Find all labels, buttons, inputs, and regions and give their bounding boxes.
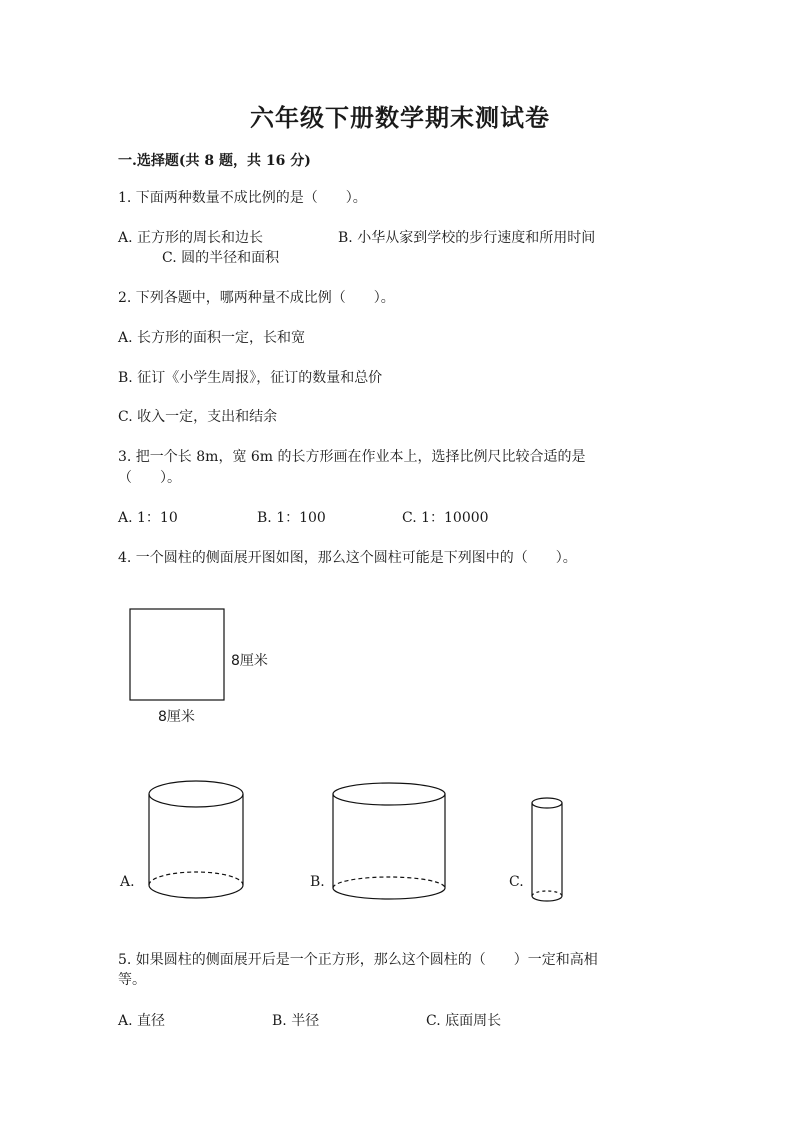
question-4-stem: 4. 一个圆柱的侧面展开图如图，那么这个圆柱可能是下列图中的（ ）。 bbox=[118, 550, 577, 566]
question-2-option-a: A. 长方形的面积一定，长和宽 bbox=[118, 330, 306, 346]
section-heading: 一.选择题(共 8 题，共 16 分) bbox=[118, 153, 311, 169]
square-bottom-label: 8厘米 bbox=[158, 709, 195, 725]
square-side-label: 8厘米 bbox=[231, 653, 268, 669]
cylinder-b-label: B. bbox=[310, 874, 325, 890]
page-title: 六年级下册数学期末测试卷 bbox=[250, 103, 550, 132]
question-2-option-c: C. 收入一定，支出和结余 bbox=[118, 409, 278, 425]
question-3-option-a: A. 1：10 bbox=[118, 510, 178, 526]
question-1-option-a: A. 正方形的周长和边长 bbox=[118, 230, 264, 246]
question-3-stem-line-2: （ ）。 bbox=[118, 470, 181, 486]
cylinder-c-shape bbox=[532, 798, 562, 901]
question-5-option-a: A. 直径 bbox=[118, 1013, 166, 1029]
question-5-stem-line-2: 等。 bbox=[118, 972, 146, 988]
question-5-stem-line-1: 5. 如果圆柱的侧面展开后是一个正方形，那么这个圆柱的（ ）一定和高相 bbox=[118, 952, 598, 968]
cylinder-c-label: C. bbox=[509, 874, 524, 890]
question-1-option-b: B. 小华从家到学校的步行速度和所用时间 bbox=[338, 230, 596, 246]
cylinder-a-shape bbox=[149, 781, 243, 898]
question-1-stem: 1. 下面两种数量不成比例的是（ ）。 bbox=[118, 190, 367, 206]
cylinder-a-label: A. bbox=[120, 874, 135, 890]
cylinder-b-shape bbox=[333, 783, 445, 899]
question-1-option-c: C. 圆的半径和面积 bbox=[162, 250, 280, 266]
question-2-option-b: B. 征订《小学生周报》，征订的数量和总价 bbox=[118, 370, 383, 386]
question-3-option-c: C. 1：10000 bbox=[402, 510, 489, 526]
question-2-stem: 2. 下列各题中，哪两种量不成比例（ ）。 bbox=[118, 290, 395, 306]
question-5-option-c: C. 底面周长 bbox=[426, 1013, 502, 1029]
question-3-option-b: B. 1：100 bbox=[257, 510, 326, 526]
question-5-option-b: B. 半径 bbox=[272, 1013, 320, 1029]
square-net-shape bbox=[130, 609, 224, 700]
question-3-stem-line-1: 3. 把一个长 8m，宽 6m 的长方形画在作业本上，选择比例尺比较合适的是 bbox=[118, 449, 586, 465]
